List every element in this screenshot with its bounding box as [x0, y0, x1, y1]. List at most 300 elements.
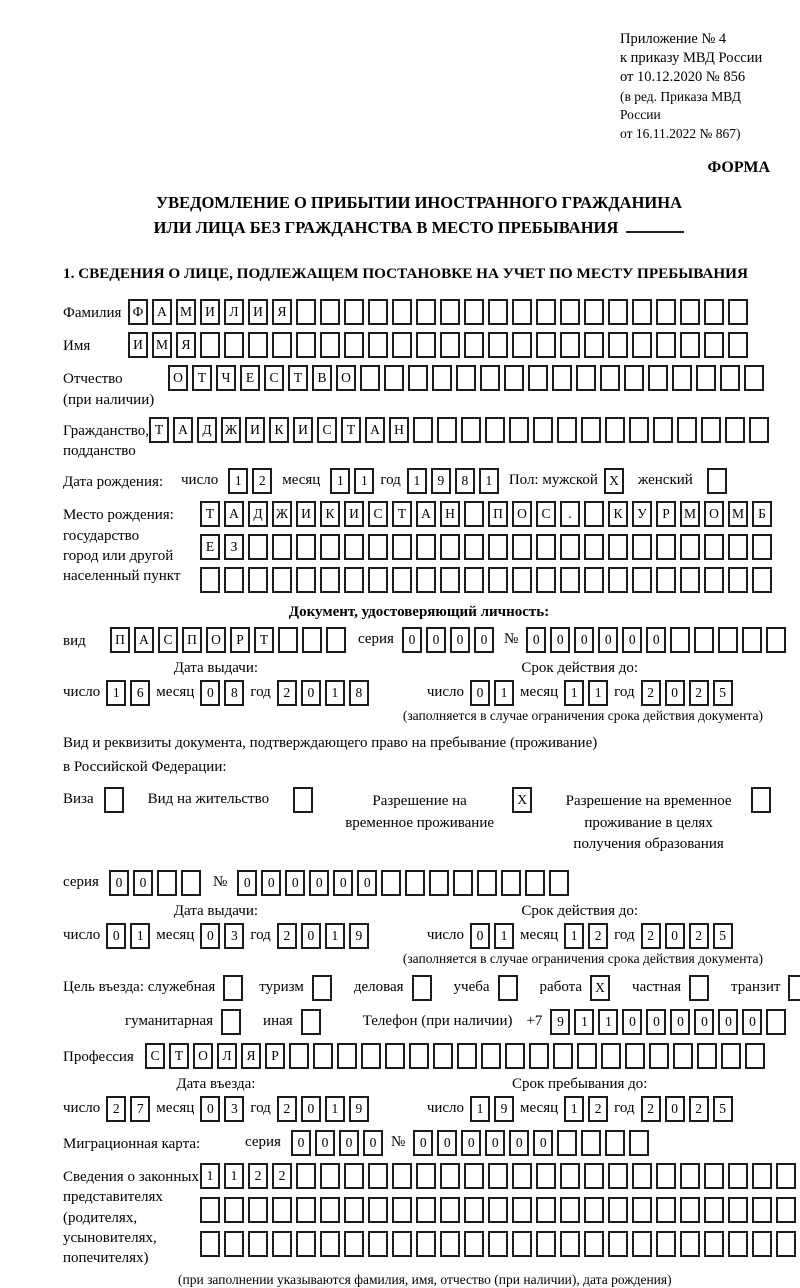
char-box[interactable] [504, 365, 524, 391]
char-box[interactable] [157, 870, 177, 896]
char-box[interactable]: 0 [133, 870, 153, 896]
char-box[interactable]: 0 [309, 870, 329, 896]
char-box[interactable] [512, 534, 532, 560]
char-box[interactable]: Т [200, 501, 220, 527]
checkbox[interactable] [312, 975, 332, 1001]
char-box[interactable] [313, 1043, 333, 1069]
char-box[interactable] [440, 567, 460, 593]
checkbox[interactable] [104, 787, 124, 813]
char-box[interactable] [368, 534, 388, 560]
char-box[interactable] [608, 534, 628, 560]
char-box[interactable] [296, 1163, 316, 1189]
char-box[interactable]: С [145, 1043, 165, 1069]
char-box[interactable]: 0 [285, 870, 305, 896]
char-box[interactable]: 0 [200, 680, 220, 706]
char-box[interactable] [776, 1231, 796, 1257]
char-box[interactable] [320, 1197, 340, 1223]
char-box[interactable]: Т [169, 1043, 189, 1069]
char-box[interactable] [200, 1231, 220, 1257]
char-box[interactable] [392, 1231, 412, 1257]
char-box[interactable]: 2 [588, 923, 608, 949]
char-box[interactable] [752, 567, 772, 593]
char-box[interactable]: И [245, 417, 265, 443]
char-box[interactable] [368, 1197, 388, 1223]
char-box[interactable]: 5 [713, 1096, 733, 1122]
char-box[interactable]: Б [752, 501, 772, 527]
char-box[interactable] [344, 567, 364, 593]
char-box[interactable] [776, 1163, 796, 1189]
char-box[interactable]: И [344, 501, 364, 527]
char-box[interactable] [704, 567, 724, 593]
char-box[interactable] [629, 417, 649, 443]
char-box[interactable]: Т [288, 365, 308, 391]
char-box[interactable]: 9 [349, 923, 369, 949]
char-box[interactable] [576, 365, 596, 391]
char-box[interactable]: 2 [252, 468, 272, 494]
char-box[interactable]: 1 [598, 1009, 618, 1035]
char-box[interactable] [337, 1043, 357, 1069]
char-box[interactable]: И [200, 299, 220, 325]
char-box[interactable] [224, 567, 244, 593]
char-box[interactable]: 0 [694, 1009, 714, 1035]
char-box[interactable]: 0 [670, 1009, 690, 1035]
char-box[interactable] [289, 1043, 309, 1069]
char-box[interactable] [766, 1009, 786, 1035]
char-box[interactable] [344, 534, 364, 560]
char-box[interactable] [278, 627, 298, 653]
char-box[interactable] [368, 1231, 388, 1257]
char-box[interactable] [437, 417, 457, 443]
char-box[interactable]: 2 [689, 923, 709, 949]
char-box[interactable]: П [110, 627, 130, 653]
char-box[interactable] [248, 534, 268, 560]
char-box[interactable]: 2 [106, 1096, 126, 1122]
char-box[interactable] [625, 1043, 645, 1069]
char-box[interactable] [440, 299, 460, 325]
char-box[interactable] [200, 1197, 220, 1223]
char-box[interactable] [673, 1043, 693, 1069]
char-box[interactable]: 0 [598, 627, 618, 653]
char-box[interactable] [384, 365, 404, 391]
char-box[interactable] [296, 567, 316, 593]
char-box[interactable] [381, 870, 401, 896]
char-box[interactable]: 2 [689, 680, 709, 706]
char-box[interactable]: Ф [128, 299, 148, 325]
char-box[interactable] [464, 567, 484, 593]
char-box[interactable]: 2 [277, 923, 297, 949]
char-box[interactable] [656, 1163, 676, 1189]
char-box[interactable]: 0 [106, 923, 126, 949]
char-box[interactable] [320, 567, 340, 593]
char-box[interactable]: Ж [221, 417, 241, 443]
char-box[interactable] [584, 534, 604, 560]
char-box[interactable] [629, 1130, 649, 1156]
char-box[interactable] [744, 365, 764, 391]
char-box[interactable]: 0 [509, 1130, 529, 1156]
char-box[interactable]: 0 [485, 1130, 505, 1156]
char-box[interactable]: 2 [248, 1163, 268, 1189]
char-box[interactable]: 9 [550, 1009, 570, 1035]
char-box[interactable] [224, 332, 244, 358]
char-box[interactable] [704, 1197, 724, 1223]
char-box[interactable]: 2 [277, 1096, 297, 1122]
char-box[interactable]: С [368, 501, 388, 527]
char-box[interactable]: С [317, 417, 337, 443]
char-box[interactable] [752, 534, 772, 560]
char-box[interactable]: 8 [455, 468, 475, 494]
checkbox[interactable]: X [604, 468, 624, 494]
char-box[interactable] [461, 417, 481, 443]
char-box[interactable]: 0 [574, 627, 594, 653]
char-box[interactable] [680, 299, 700, 325]
char-box[interactable] [432, 365, 452, 391]
char-box[interactable] [344, 1197, 364, 1223]
char-box[interactable] [488, 1197, 508, 1223]
char-box[interactable] [488, 534, 508, 560]
char-box[interactable] [549, 870, 569, 896]
char-box[interactable]: 1 [407, 468, 427, 494]
char-box[interactable] [656, 1197, 676, 1223]
char-box[interactable] [704, 1231, 724, 1257]
char-box[interactable]: 0 [437, 1130, 457, 1156]
char-box[interactable]: 0 [109, 870, 129, 896]
char-box[interactable]: А [365, 417, 385, 443]
char-box[interactable] [525, 870, 545, 896]
char-box[interactable]: Т [192, 365, 212, 391]
char-box[interactable] [560, 567, 580, 593]
char-box[interactable]: 0 [665, 923, 685, 949]
char-box[interactable] [512, 332, 532, 358]
char-box[interactable]: 0 [526, 627, 546, 653]
char-box[interactable] [608, 299, 628, 325]
char-box[interactable]: 1 [564, 923, 584, 949]
char-box[interactable] [360, 365, 380, 391]
char-box[interactable]: Р [265, 1043, 285, 1069]
char-box[interactable] [656, 567, 676, 593]
char-box[interactable] [680, 567, 700, 593]
char-box[interactable]: 9 [494, 1096, 514, 1122]
char-box[interactable]: И [296, 501, 316, 527]
char-box[interactable]: Д [197, 417, 217, 443]
char-box[interactable]: Р [656, 501, 676, 527]
char-box[interactable] [680, 1197, 700, 1223]
char-box[interactable]: 0 [413, 1130, 433, 1156]
char-box[interactable]: 0 [301, 1096, 321, 1122]
char-box[interactable]: 0 [665, 1096, 685, 1122]
char-box[interactable]: О [206, 627, 226, 653]
char-box[interactable] [477, 870, 497, 896]
char-box[interactable] [728, 332, 748, 358]
char-box[interactable] [680, 1231, 700, 1257]
char-box[interactable] [501, 870, 521, 896]
char-box[interactable]: А [152, 299, 172, 325]
char-box[interactable] [560, 534, 580, 560]
char-box[interactable] [766, 627, 786, 653]
char-box[interactable] [701, 417, 721, 443]
char-box[interactable] [656, 299, 676, 325]
char-box[interactable] [368, 1163, 388, 1189]
char-box[interactable]: 0 [333, 870, 353, 896]
char-box[interactable] [557, 417, 577, 443]
char-box[interactable]: 0 [339, 1130, 359, 1156]
char-box[interactable]: 0 [470, 680, 490, 706]
char-box[interactable] [601, 1043, 621, 1069]
char-box[interactable] [392, 567, 412, 593]
char-box[interactable]: З [224, 534, 244, 560]
checkbox[interactable] [293, 787, 313, 813]
char-box[interactable] [649, 1043, 669, 1069]
char-box[interactable] [320, 332, 340, 358]
char-box[interactable]: Т [341, 417, 361, 443]
checkbox[interactable]: X [590, 975, 610, 1001]
char-box[interactable] [608, 1197, 628, 1223]
char-box[interactable] [536, 332, 556, 358]
char-box[interactable]: 0 [315, 1130, 335, 1156]
char-box[interactable] [272, 1197, 292, 1223]
char-box[interactable]: 0 [646, 627, 666, 653]
char-box[interactable]: Т [149, 417, 169, 443]
char-box[interactable] [670, 627, 690, 653]
char-box[interactable] [456, 365, 476, 391]
char-box[interactable] [368, 299, 388, 325]
char-box[interactable]: А [224, 501, 244, 527]
char-box[interactable] [672, 365, 692, 391]
char-box[interactable] [529, 1043, 549, 1069]
char-box[interactable] [608, 567, 628, 593]
char-box[interactable] [632, 332, 652, 358]
char-box[interactable] [440, 332, 460, 358]
char-box[interactable] [457, 1043, 477, 1069]
char-box[interactable]: 1 [479, 468, 499, 494]
char-box[interactable] [272, 567, 292, 593]
char-box[interactable] [512, 1163, 532, 1189]
char-box[interactable] [272, 1231, 292, 1257]
char-box[interactable] [464, 299, 484, 325]
char-box[interactable] [416, 534, 436, 560]
char-box[interactable]: 5 [713, 680, 733, 706]
char-box[interactable]: 0 [622, 1009, 642, 1035]
char-box[interactable] [624, 365, 644, 391]
checkbox[interactable] [221, 1009, 241, 1035]
char-box[interactable] [553, 1043, 573, 1069]
char-box[interactable]: 2 [641, 923, 661, 949]
char-box[interactable]: 3 [224, 1096, 244, 1122]
char-box[interactable]: 1 [130, 923, 150, 949]
char-box[interactable] [533, 417, 553, 443]
char-box[interactable] [224, 1231, 244, 1257]
char-box[interactable]: В [312, 365, 332, 391]
char-box[interactable] [632, 1197, 652, 1223]
char-box[interactable] [429, 870, 449, 896]
char-box[interactable] [560, 1197, 580, 1223]
char-box[interactable] [224, 1197, 244, 1223]
char-box[interactable] [632, 1163, 652, 1189]
char-box[interactable]: 0 [533, 1130, 553, 1156]
char-box[interactable] [584, 1163, 604, 1189]
char-box[interactable] [512, 1231, 532, 1257]
char-box[interactable] [320, 534, 340, 560]
char-box[interactable]: 5 [713, 923, 733, 949]
char-box[interactable] [680, 332, 700, 358]
char-box[interactable] [725, 417, 745, 443]
char-box[interactable] [632, 299, 652, 325]
char-box[interactable] [536, 1231, 556, 1257]
char-box[interactable] [408, 365, 428, 391]
char-box[interactable] [392, 332, 412, 358]
char-box[interactable] [584, 567, 604, 593]
char-box[interactable] [440, 1231, 460, 1257]
checkbox[interactable] [301, 1009, 321, 1035]
char-box[interactable]: . [560, 501, 580, 527]
char-box[interactable]: 1 [200, 1163, 220, 1189]
char-box[interactable]: С [536, 501, 556, 527]
char-box[interactable]: 0 [301, 923, 321, 949]
char-box[interactable]: 2 [277, 680, 297, 706]
char-box[interactable] [416, 332, 436, 358]
char-box[interactable]: О [193, 1043, 213, 1069]
char-box[interactable]: 0 [363, 1130, 383, 1156]
char-box[interactable]: 1 [224, 1163, 244, 1189]
char-box[interactable]: Ч [216, 365, 236, 391]
char-box[interactable]: И [293, 417, 313, 443]
char-box[interactable]: 0 [402, 627, 422, 653]
char-box[interactable]: К [608, 501, 628, 527]
char-box[interactable] [488, 1231, 508, 1257]
char-box[interactable]: 1 [228, 468, 248, 494]
char-box[interactable] [694, 627, 714, 653]
char-box[interactable] [728, 1197, 748, 1223]
char-box[interactable] [320, 1163, 340, 1189]
char-box[interactable]: Р [230, 627, 250, 653]
char-box[interactable] [392, 1163, 412, 1189]
char-box[interactable]: 1 [494, 923, 514, 949]
char-box[interactable]: 2 [641, 680, 661, 706]
char-box[interactable] [344, 1231, 364, 1257]
char-box[interactable]: 2 [272, 1163, 292, 1189]
char-box[interactable] [752, 1163, 772, 1189]
char-box[interactable] [728, 1163, 748, 1189]
char-box[interactable] [608, 1163, 628, 1189]
char-box[interactable] [248, 567, 268, 593]
char-box[interactable] [728, 534, 748, 560]
char-box[interactable] [296, 534, 316, 560]
checkbox[interactable] [689, 975, 709, 1001]
char-box[interactable]: О [336, 365, 356, 391]
char-box[interactable] [680, 534, 700, 560]
char-box[interactable]: 0 [301, 680, 321, 706]
char-box[interactable] [296, 1231, 316, 1257]
char-box[interactable] [361, 1043, 381, 1069]
char-box[interactable] [368, 332, 388, 358]
checkbox[interactable]: X [512, 787, 532, 813]
char-box[interactable]: М [728, 501, 748, 527]
char-box[interactable]: 3 [224, 923, 244, 949]
char-box[interactable] [704, 534, 724, 560]
char-box[interactable]: 0 [646, 1009, 666, 1035]
char-box[interactable] [481, 1043, 501, 1069]
char-box[interactable] [608, 332, 628, 358]
char-box[interactable] [385, 1043, 405, 1069]
char-box[interactable] [248, 1231, 268, 1257]
char-box[interactable] [581, 417, 601, 443]
char-box[interactable] [605, 417, 625, 443]
char-box[interactable]: 2 [588, 1096, 608, 1122]
char-box[interactable] [584, 1197, 604, 1223]
char-box[interactable]: 9 [431, 468, 451, 494]
char-box[interactable] [464, 534, 484, 560]
char-box[interactable]: Я [241, 1043, 261, 1069]
char-box[interactable]: 1 [564, 680, 584, 706]
char-box[interactable]: О [168, 365, 188, 391]
char-box[interactable] [653, 417, 673, 443]
char-box[interactable] [536, 567, 556, 593]
char-box[interactable] [560, 299, 580, 325]
char-box[interactable]: Т [392, 501, 412, 527]
char-box[interactable] [776, 1197, 796, 1223]
char-box[interactable]: Н [389, 417, 409, 443]
char-box[interactable] [416, 1163, 436, 1189]
char-box[interactable] [464, 1197, 484, 1223]
char-box[interactable] [608, 1231, 628, 1257]
char-box[interactable]: 0 [200, 1096, 220, 1122]
char-box[interactable] [320, 1231, 340, 1257]
char-box[interactable]: 0 [474, 627, 494, 653]
char-box[interactable] [392, 299, 412, 325]
char-box[interactable] [480, 365, 500, 391]
char-box[interactable]: 2 [641, 1096, 661, 1122]
char-box[interactable] [440, 534, 460, 560]
char-box[interactable] [656, 332, 676, 358]
char-box[interactable]: 0 [742, 1009, 762, 1035]
char-box[interactable]: 1 [330, 468, 350, 494]
char-box[interactable]: 0 [665, 680, 685, 706]
checkbox[interactable] [498, 975, 518, 1001]
char-box[interactable]: М [680, 501, 700, 527]
char-box[interactable]: Т [254, 627, 274, 653]
char-box[interactable] [605, 1130, 625, 1156]
char-box[interactable] [326, 627, 346, 653]
char-box[interactable]: 0 [357, 870, 377, 896]
char-box[interactable] [680, 1163, 700, 1189]
char-box[interactable] [344, 1163, 364, 1189]
char-box[interactable] [536, 534, 556, 560]
char-box[interactable] [416, 1197, 436, 1223]
char-box[interactable] [248, 1197, 268, 1223]
char-box[interactable]: 0 [237, 870, 257, 896]
char-box[interactable] [581, 1130, 601, 1156]
char-box[interactable] [440, 1197, 460, 1223]
char-box[interactable]: К [269, 417, 289, 443]
checkbox[interactable] [412, 975, 432, 1001]
checkbox[interactable] [751, 787, 771, 813]
char-box[interactable]: 1 [325, 923, 345, 949]
char-box[interactable] [272, 534, 292, 560]
char-box[interactable] [248, 332, 268, 358]
char-box[interactable]: 2 [689, 1096, 709, 1122]
char-box[interactable] [296, 299, 316, 325]
char-box[interactable] [536, 1197, 556, 1223]
char-box[interactable]: 0 [291, 1130, 311, 1156]
char-box[interactable]: У [632, 501, 652, 527]
char-box[interactable] [560, 332, 580, 358]
char-box[interactable]: Я [176, 332, 196, 358]
char-box[interactable]: 9 [349, 1096, 369, 1122]
char-box[interactable]: О [704, 501, 724, 527]
char-box[interactable] [200, 567, 220, 593]
char-box[interactable]: К [320, 501, 340, 527]
char-box[interactable] [433, 1043, 453, 1069]
char-box[interactable] [416, 1231, 436, 1257]
